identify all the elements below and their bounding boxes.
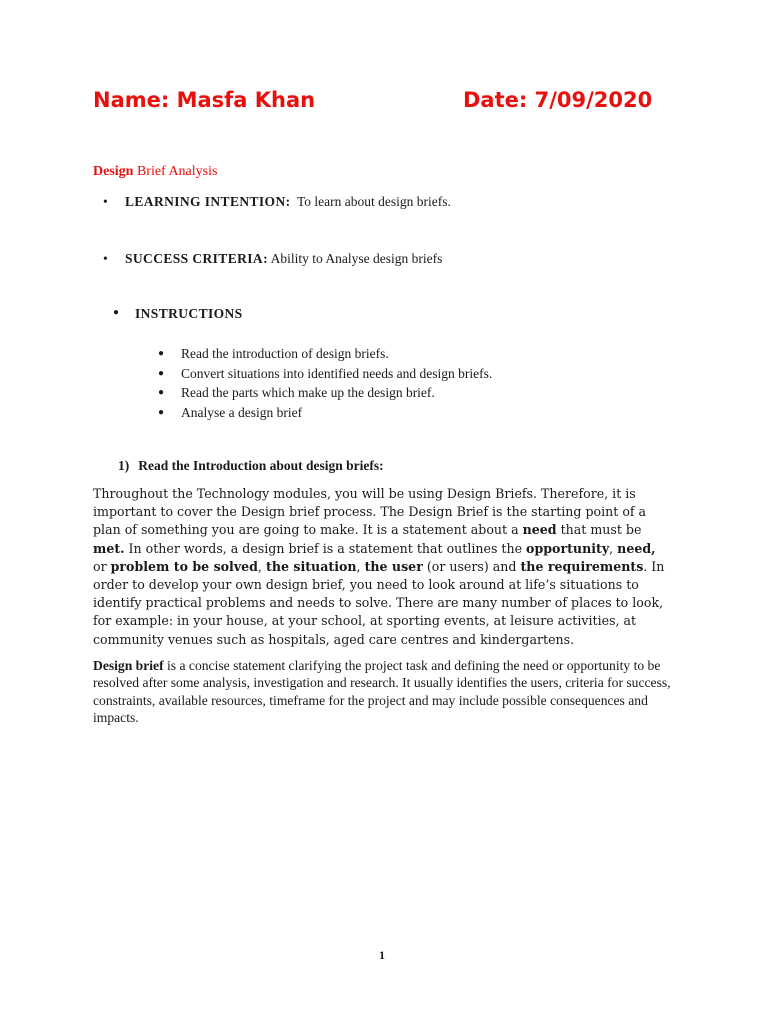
para-text: is a concise statement clarifying the project task and defining the need or opportunity to be resolved after some analysis, investigation and research. It usually identifies the users, criteria for success, constraints, available resources, timeframe for the project and may include possible consequences and impacts.: [93, 658, 671, 726]
para-bold: Design brief: [93, 658, 164, 673]
para-bold: need: [522, 522, 557, 538]
list-item: [158, 344, 492, 364]
introduction-paragraph: [93, 485, 668, 649]
para-bold: the requirements: [520, 558, 644, 574]
section-number: 1): [118, 458, 130, 473]
learning-intention: [103, 194, 451, 210]
list-item-text: Analyse a design brief: [181, 404, 303, 420]
student-name: Name: Masfa Khan: [93, 88, 316, 112]
para-text: ,: [257, 558, 266, 574]
para-text: that must be: [556, 522, 642, 538]
para-text: ,: [356, 558, 365, 574]
bullet-icon: ●: [158, 348, 165, 359]
header-date: Date: 7/09/2020: [463, 88, 653, 112]
section-title: Read the Introduction about design briefs:: [138, 458, 384, 473]
bullet-icon: •: [103, 251, 108, 266]
bullet-icon: •: [103, 194, 108, 209]
para-text: Throughout the Technology modules, you will be using Design Briefs. Therefore, it is important to cover the Design brief process. The Design Brief is the starting point of a plan of something you are going to make. It is a statement about a: [93, 486, 647, 538]
para-text: . In order to develop your own design brief, you need to look around at life’s situations to identify practical problems and needs to solve. There are many number of places to look, for example: in your house, at your school, at sporting events, at leisure activities, at community venues such as hospitals, aged care centres and kindergartens.: [93, 558, 665, 647]
para-bold: met.: [93, 540, 125, 556]
bullet-icon: ●: [158, 406, 165, 418]
success-criteria-label: SUCCESS CRITERIA:: [125, 251, 268, 266]
instructions-heading: [113, 306, 243, 322]
list-item-text: Convert situations into identified needs and design briefs.: [181, 365, 493, 381]
success-criteria-text: Ability to Analyse design briefs: [267, 251, 443, 266]
list-item: [158, 383, 492, 403]
document-subtitle: [93, 164, 217, 180]
page-number: 1: [379, 948, 385, 962]
para-text: (or users) and: [422, 558, 521, 574]
subtitle-bold: Design: [93, 164, 134, 179]
list-item: [158, 364, 492, 384]
para-bold: the situation: [266, 558, 357, 574]
list-item: [158, 403, 492, 423]
learning-intention-text: To learn about design briefs.: [290, 194, 451, 209]
bullet-icon: ●: [158, 387, 165, 398]
learning-intention-label: LEARNING INTENTION:: [125, 194, 291, 209]
instructions-list: [158, 344, 492, 422]
instructions-label: INSTRUCTIONS: [135, 306, 243, 321]
para-bold: need,: [617, 540, 656, 556]
para-text: In other words, a design brief is a statement that outlines the: [124, 540, 527, 556]
success-criteria: [103, 251, 442, 267]
subtitle-rest: Brief Analysis: [133, 164, 218, 179]
bullet-icon: ●: [113, 307, 120, 318]
list-item-text: Read the introduction of design briefs.: [181, 346, 389, 361]
para-text: or: [93, 558, 111, 574]
section-heading: [118, 458, 384, 474]
bullet-icon: ●: [158, 367, 165, 379]
para-bold: opportunity: [526, 540, 610, 556]
para-bold: the user: [364, 558, 423, 574]
header: [93, 88, 653, 120]
para-bold: problem to be solved: [110, 558, 258, 574]
definition-paragraph: [93, 657, 693, 727]
list-item-text: Read the parts which make up the design brief.: [181, 385, 435, 400]
para-text: ,: [609, 540, 618, 556]
